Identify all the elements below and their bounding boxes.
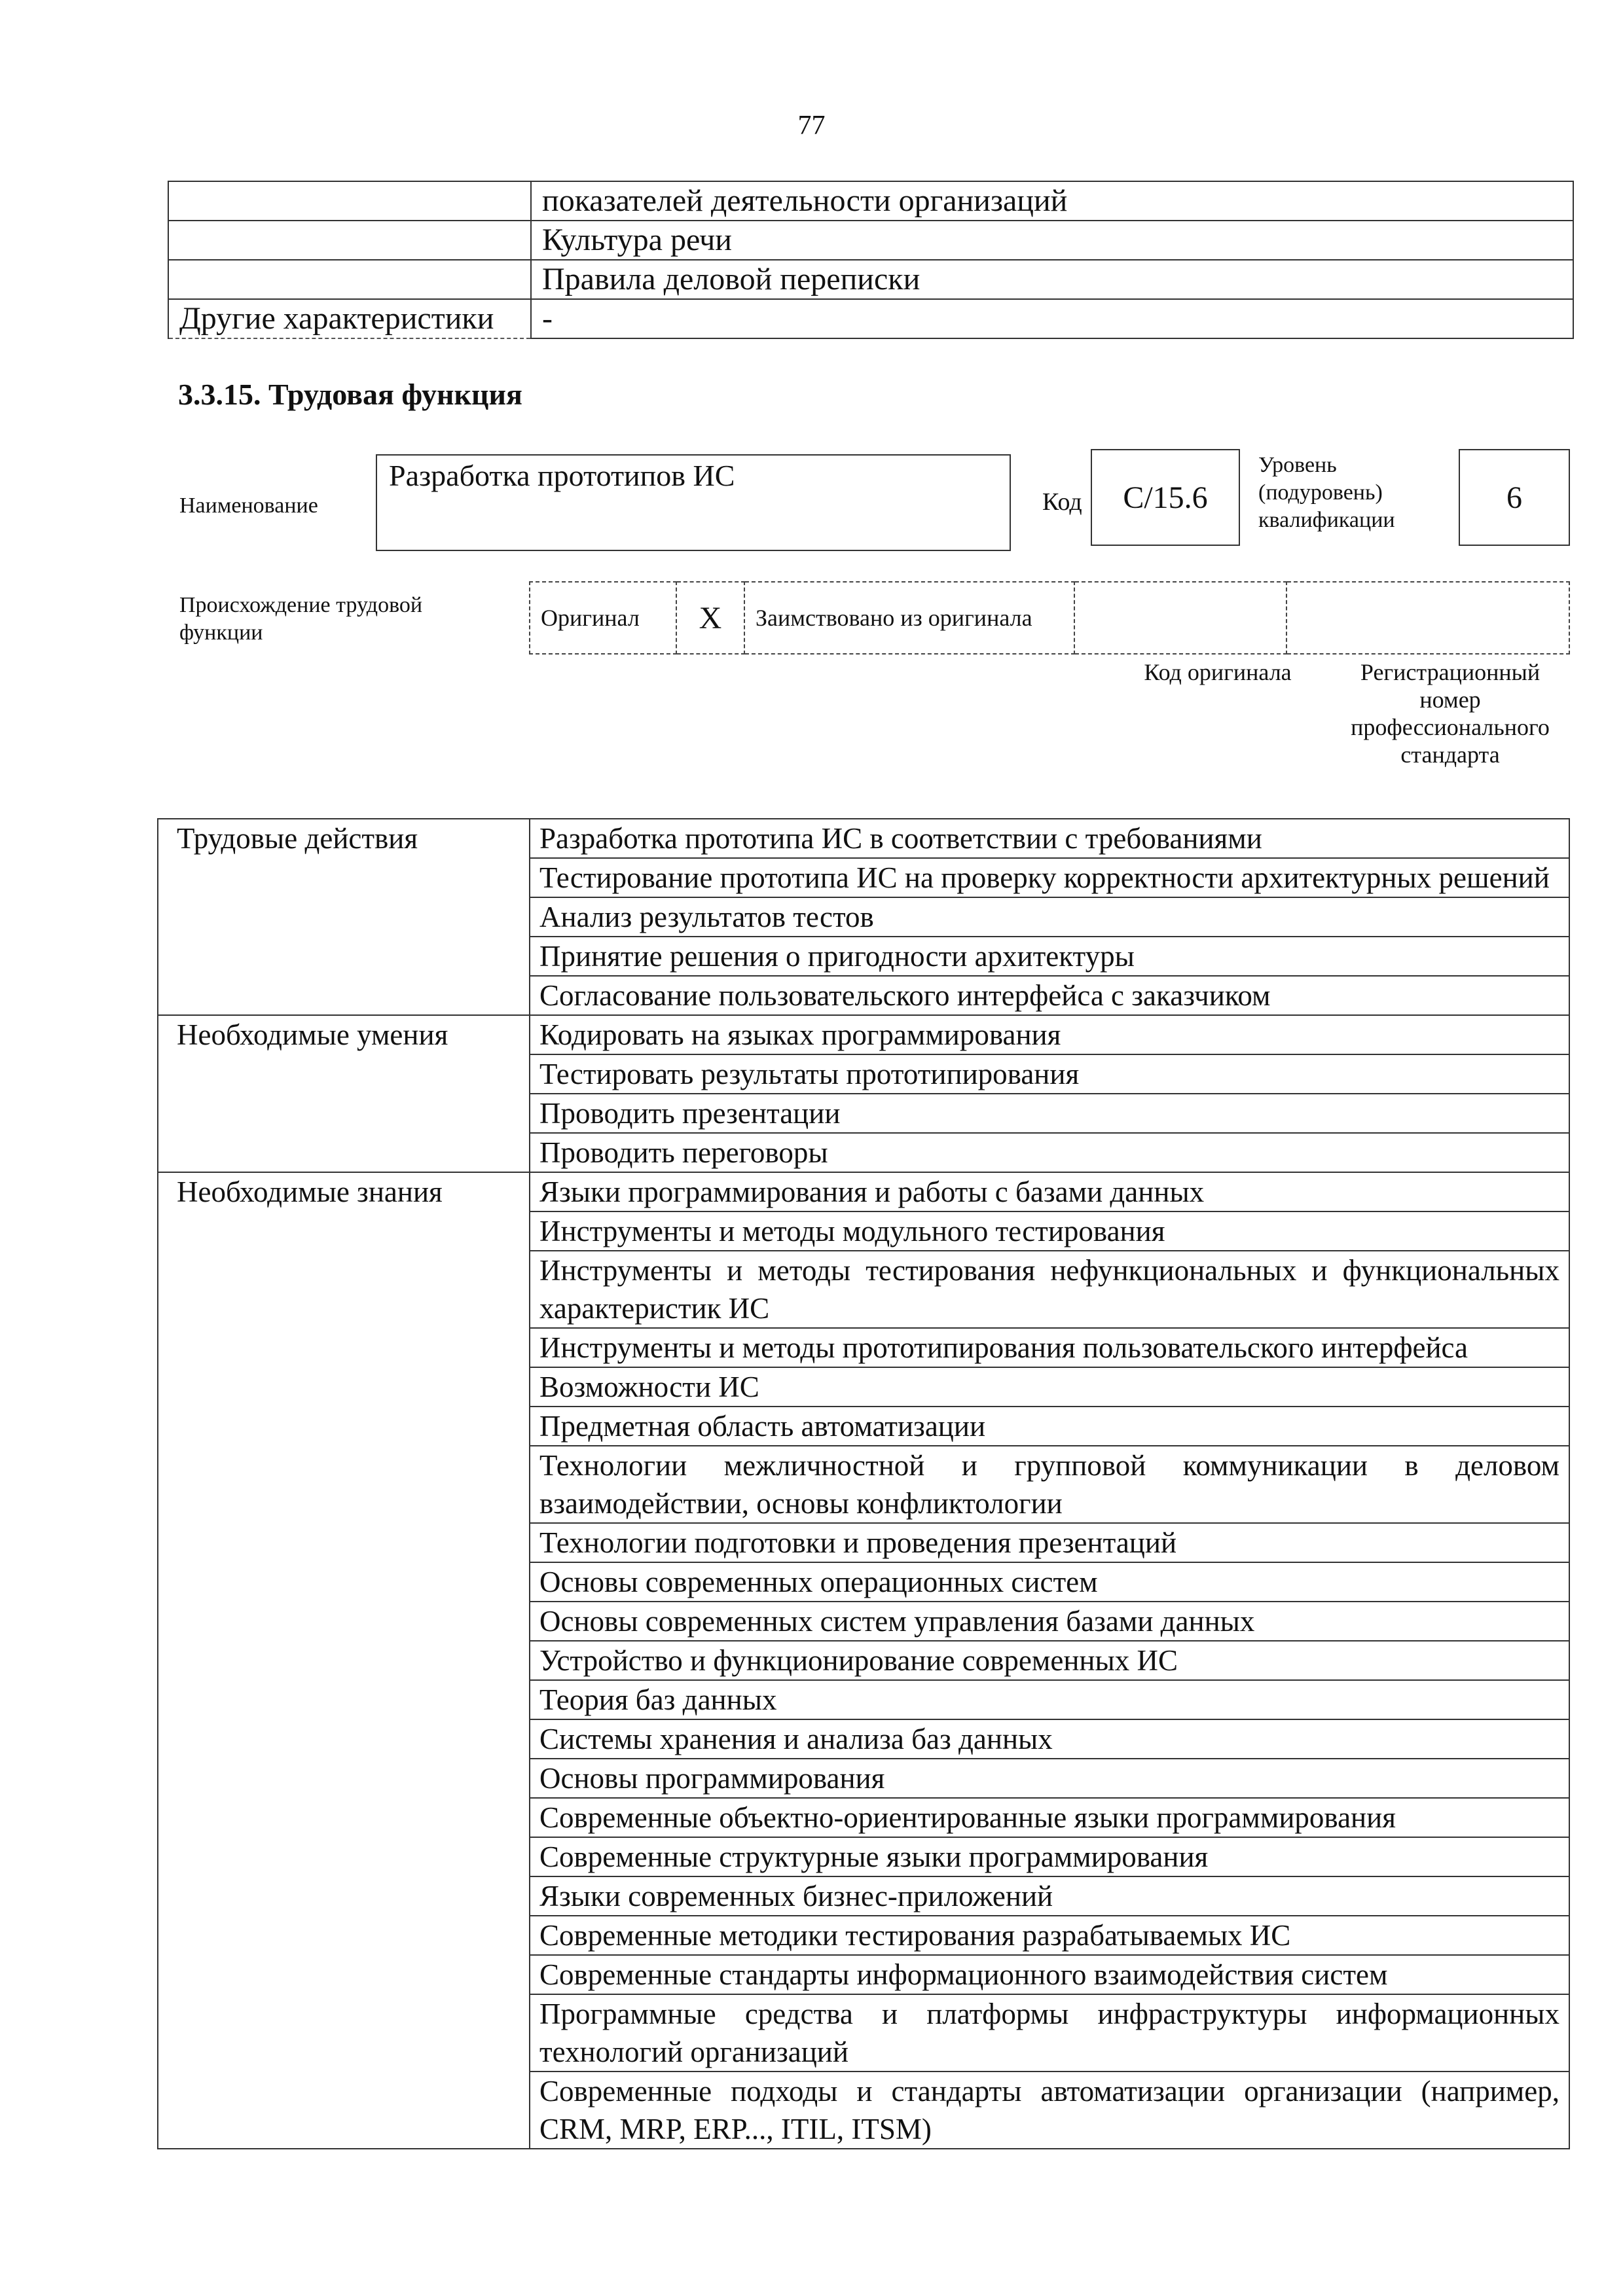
- original-label: Оригинал: [530, 582, 676, 654]
- row-value: -: [531, 299, 1573, 338]
- item-cell: Тестировать результаты прототипирования: [530, 1054, 1569, 1094]
- item-cell: Технологии межличностной и групповой коммуникации в деловом взаимодействии, основы конфликтологии: [530, 1446, 1569, 1523]
- name-label: Наименование: [179, 493, 318, 518]
- item-cell: Языки современных бизнес-приложений: [530, 1876, 1569, 1916]
- item-cell: Тестирование прототипа ИС на проверку корректности архитектурных решений: [530, 858, 1569, 897]
- item-cell: Основы программирования: [530, 1759, 1569, 1798]
- item-cell: Кодировать на языках программирования: [530, 1015, 1569, 1054]
- item-cell: Современные стандарты информационного взаимодействия систем: [530, 1955, 1569, 1994]
- item-cell: Программные средства и платформы инфраструктуры информационных технологий организаций: [530, 1994, 1569, 2072]
- item-cell: Устройство и функционирование современных ИС: [530, 1641, 1569, 1680]
- item-cell: Принятие решения о пригодности архитектуры: [530, 937, 1569, 976]
- item-cell: Возможности ИС: [530, 1367, 1569, 1407]
- item-cell: Проводить переговоры: [530, 1133, 1569, 1172]
- code-original-label: Код оригинала: [1144, 659, 1292, 685]
- name-value-box: Разработка прототипов ИС: [376, 454, 1011, 551]
- row-label: Другие характеристики: [168, 299, 531, 338]
- level-value-box: 6: [1459, 449, 1570, 546]
- code-value-box: C/15.6: [1091, 449, 1240, 546]
- reg-number-cell: [1286, 582, 1569, 654]
- table-row: [168, 181, 1573, 221]
- table-row: [168, 299, 1573, 338]
- original-mark: X: [676, 582, 744, 654]
- table-row: [168, 260, 1573, 299]
- code-original-cell: [1074, 582, 1286, 654]
- table-row: [158, 819, 1569, 858]
- section-heading: 3.3.15. Трудовая функция: [178, 378, 522, 411]
- code-label: Код: [1042, 488, 1082, 516]
- main-table: [157, 818, 1570, 2149]
- category-cell: Необходимые знания: [158, 1172, 530, 2149]
- item-cell: Инструменты и методы модульного тестирования: [530, 1211, 1569, 1251]
- table-row: [168, 221, 1573, 260]
- continuation-table: [168, 181, 1574, 339]
- item-cell: Инструменты и методы тестирования нефункциональных и функциональных характеристик ИС: [530, 1251, 1569, 1328]
- item-cell: Теория баз данных: [530, 1680, 1569, 1719]
- item-cell: Анализ результатов тестов: [530, 897, 1569, 937]
- reg-number-label: Регистрационный номер профессионального стандарта: [1351, 659, 1550, 768]
- row-value: Правила деловой переписки: [531, 260, 1573, 299]
- level-label: Уровень (подуровень) квалификации: [1258, 453, 1395, 532]
- item-cell: Современные подходы и стандарты автоматизации организации (например, CRM, MRP, ERP..., ITIL, ITSM): [530, 2072, 1569, 2149]
- borrowed-label: Заимствовано из оригинала: [744, 582, 1074, 654]
- table-row: [158, 1015, 1569, 1054]
- category-cell: Трудовые действия: [158, 819, 530, 1015]
- row-label: [168, 260, 531, 299]
- item-cell: Современные структурные языки программирования: [530, 1837, 1569, 1876]
- origin-label: Происхождение трудовой функции: [179, 593, 423, 645]
- item-cell: Проводить презентации: [530, 1094, 1569, 1133]
- row-label: [168, 181, 531, 221]
- row-label: [168, 221, 531, 260]
- item-cell: Основы современных систем управления базами данных: [530, 1602, 1569, 1641]
- item-cell: Основы современных операционных систем: [530, 1562, 1569, 1602]
- item-cell: Согласование пользовательского интерфейса с заказчиком: [530, 976, 1569, 1015]
- item-cell: Технологии подготовки и проведения презентаций: [530, 1523, 1569, 1562]
- item-cell: Системы хранения и анализа баз данных: [530, 1719, 1569, 1759]
- origin-table: [529, 581, 1570, 655]
- category-cell: Необходимые умения: [158, 1015, 530, 1172]
- item-cell: Предметная область автоматизации: [530, 1407, 1569, 1446]
- item-cell: Разработка прототипа ИС в соответствии с требованиями: [530, 819, 1569, 858]
- row-value: показателей деятельности организаций: [531, 181, 1573, 221]
- item-cell: Современные методики тестирования разрабатываемых ИС: [530, 1916, 1569, 1955]
- item-cell: Языки программирования и работы с базами данных: [530, 1172, 1569, 1211]
- page-number: 77: [797, 111, 826, 141]
- row-value: Культура речи: [531, 221, 1573, 260]
- item-cell: Инструменты и методы прототипирования пользовательского интерфейса: [530, 1328, 1569, 1367]
- table-row: [158, 1172, 1569, 1211]
- item-cell: Современные объектно-ориентированные языки программирования: [530, 1798, 1569, 1837]
